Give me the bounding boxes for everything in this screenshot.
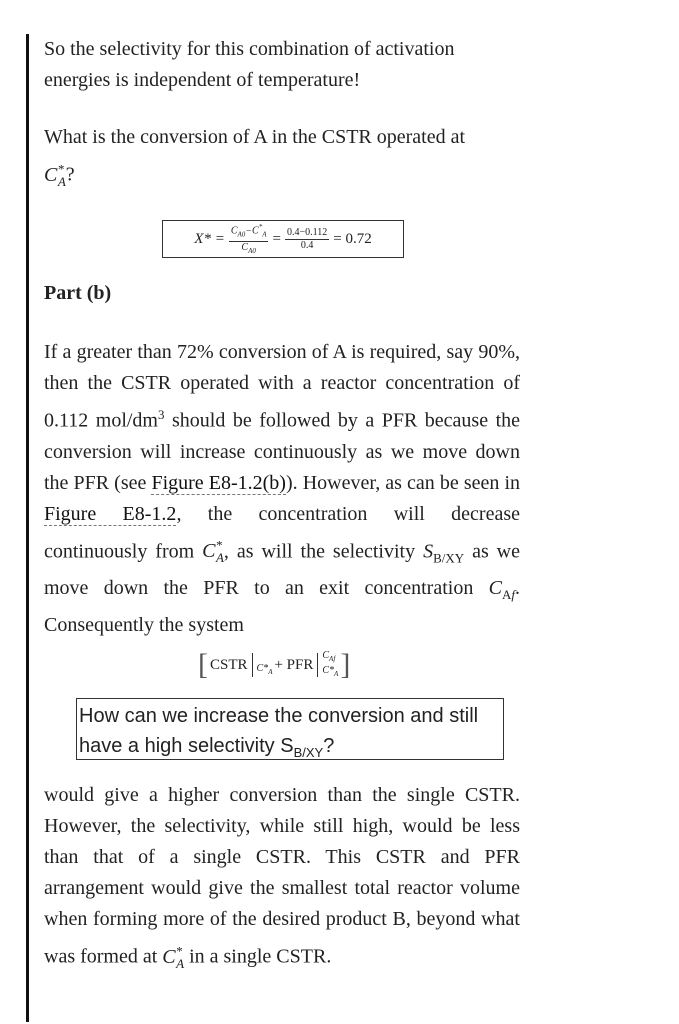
eq-lhs: X* = xyxy=(194,230,225,247)
link-figure-e8-1-2b[interactable]: Figure E8-1.2(b) xyxy=(151,471,286,494)
margin-rule xyxy=(26,34,29,1022)
eq-rhs: = 0.72 xyxy=(333,230,372,247)
symbol-ca-star: $C^*_A$ xyxy=(44,161,66,189)
eq-fraction-numeric: $\frac{0.4-0.112}{0.4}$ xyxy=(286,226,328,251)
section-heading: Part (b) xyxy=(44,282,112,304)
paragraph-conversion-question: What is the conversion of A in the CSTR operated at $C^*_A$? xyxy=(44,126,466,189)
equation-conversion: X* = $\frac{C_{A0}-C^*_A}{C_{A0}}$ = $\frac{0.4-0.112}{0.4}$ = 0.72 xyxy=(162,220,404,258)
paragraph-selectivity: So the selectivity for this combination of activation energies is independent of temperature! xyxy=(44,38,455,91)
eq-fraction-symbolic: $\frac{C_{A0}-C^*_A}{C_{A0}}$ xyxy=(230,223,267,255)
paragraph-part-b: If a greater than 72% conversion of A is required, say 90%, then the CSTR operated with a reactor concentration of 0.112 mol/$dm^3$ should be followed by a PFR because the conversion will increase continuously as we move down the PFR (see Figure E8-1.2(b)). However, as can be seen in Figure E8-1.2, the concentration will decrease continuously from $C^*_A$, as will the selectivity $S_{B/XY}$ as we move down the PFR to an exit concentration $C_{Af}$. Consequently the system xyxy=(44,341,521,637)
link-figure-e8-1-2[interactable]: Figure E8-1.2 xyxy=(44,502,177,525)
paragraph-conclusion: would give a higher conversion than the single CSTR. However, the selectivity, while still high, would be less than that of a single CSTR. This CSTR and PFR arrangement would give the smallest total reactor volume when forming more of the desired product B, beyond what was formed at $C^*_A$ in a single CSTR. xyxy=(44,784,520,971)
question-callout-box: How can we increase the conversion and still have a high selectivity $S_{B/XY}$? xyxy=(76,698,504,760)
equation-reactor-system: [ CSTR $C*_A$ + PFR $C_{Af}$ $C*_A$ ] xyxy=(198,648,351,681)
